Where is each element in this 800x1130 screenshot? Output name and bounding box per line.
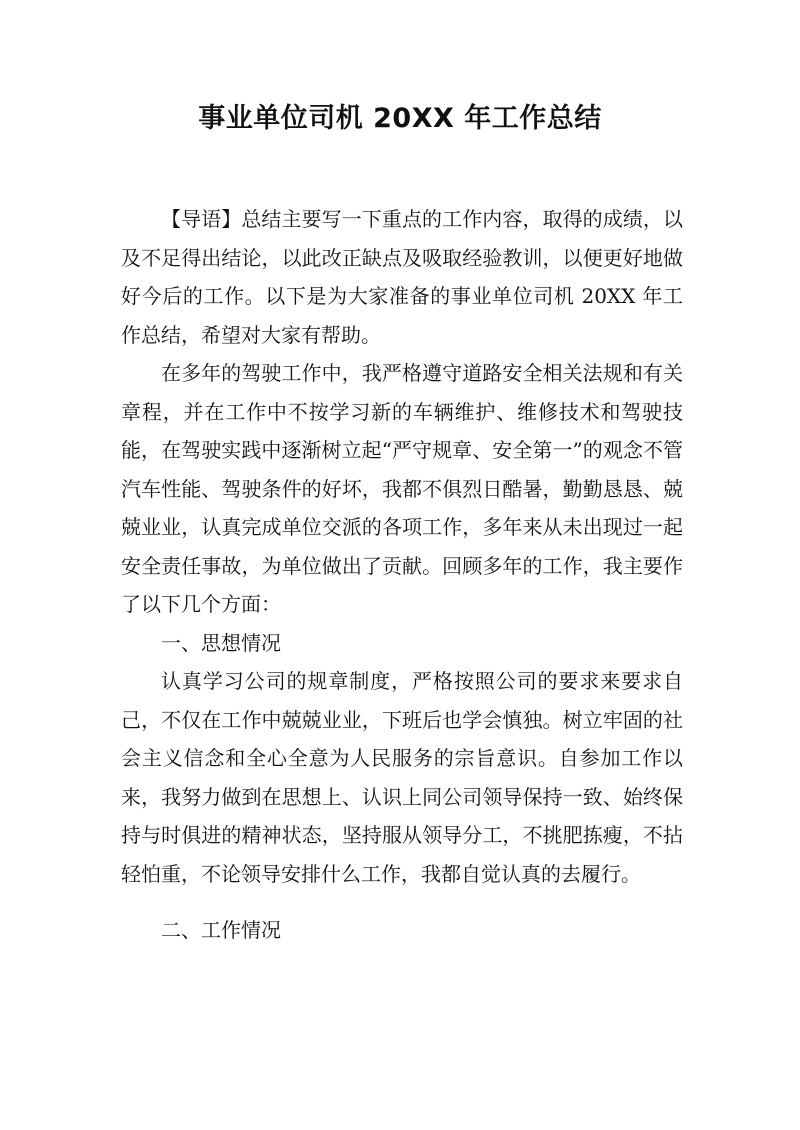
document-body (121, 200, 683, 950)
document-title: 事业单位司机 20XX 年工作总结 (198, 103, 602, 134)
paragraph-gap (121, 893, 683, 911)
section-heading-work: 二、工作情况 (161, 918, 281, 942)
section-heading-ideology: 一、思想情况 (161, 630, 281, 655)
body-paragraph: 认真学习公司的规章制度，严格按照公司的要求来要求自己，不仅在工作中兢兢业业，下班后也学会慎独。树立牢固的社会主义信念和全心全意为人民服务的宗旨意识。自参加工作以来，我努力做到在思想上、认识上同公司领导保持一致、始终保持与时俱进的精神状态，坚持服从领导分工，不挑肥拣瘦，不拈轻怕重，不论领导安排什么工作，我都自觉认真的去履行。 (121, 669, 683, 886)
intro-paragraph: 【导语】总结主要写一下重点的工作内容，取得的成绩，以及不足得出结论，以此改正缺点及吸取经验教训，以便更好地做好今后的工作。以下是为大家准备的事业单位司机 20XX 年工作总结，希望对大家有帮助。 (121, 207, 683, 347)
body-paragraph: 在多年的驾驶工作中，我严格遵守道路安全相关法规和有关章程，并在工作中不按学习新的车辆维护、维修技术和驾驶技能，在驾驶实践中逐渐树立起“严守规章、安全第一”的观念不管汽车性能、驾驶条件的好坏，我都不俱烈日酷暑，勤勤恳恳、兢兢业业，认真完成单位交派的各项工作，多年来从未出现过一起安全责任事故，为单位做出了贡献。回顾多年的工作，我主要作了以下几个方面： (121, 361, 683, 616)
